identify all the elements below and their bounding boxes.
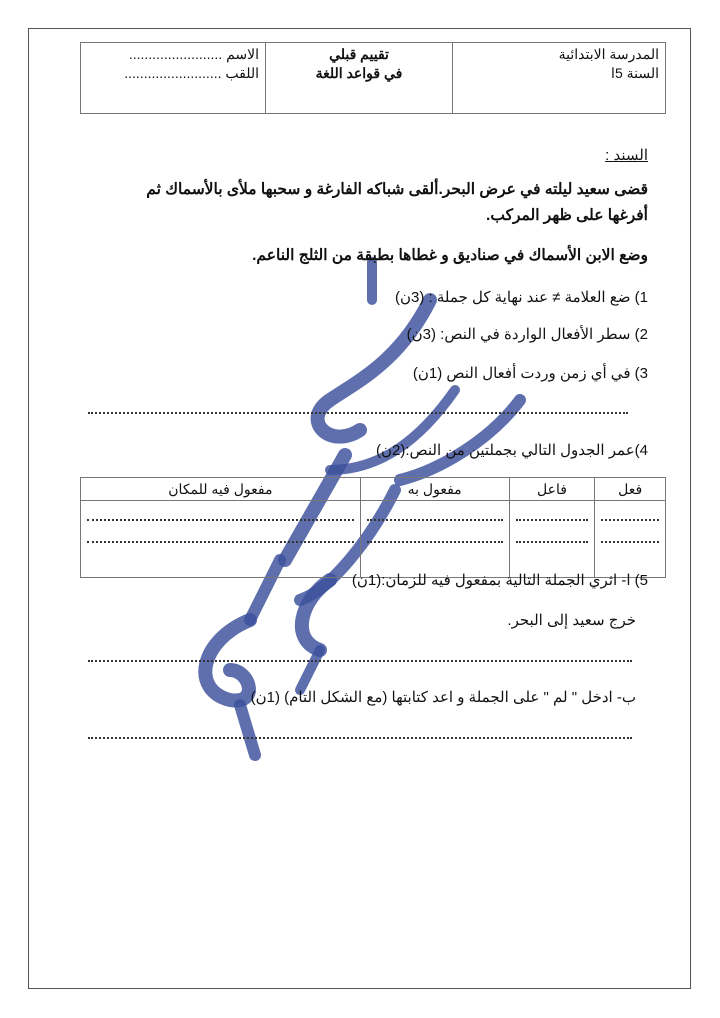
student-cell	[81, 43, 265, 113]
table-header-object: مفعول به	[360, 478, 509, 501]
school-cell	[452, 43, 665, 113]
question-2: 2) سطر الأفعال الواردة في النص: (3ن)	[406, 326, 648, 343]
question-1: 1) ضع العلامة ≠ عند نهاية كل جملة : (3ن)	[394, 289, 648, 306]
passage-line2: أفرغها على ظهر المركب.	[486, 207, 648, 224]
answer-line-5b[interactable]	[88, 737, 632, 739]
question-3: 3) في أي زمن وردت أفعال النص (1ن)	[412, 365, 648, 382]
surname-field[interactable]: اللقب .........................	[124, 65, 259, 81]
school-name: المدرسة الابتدائية	[558, 46, 659, 62]
answer-cell-place-adverb[interactable]	[81, 501, 361, 578]
table-header-verb: فعل	[595, 478, 666, 501]
question-5b: ب- ادخل " لم " على الجملة و اعد كتابتها (مع الشكل التام) (1ن)	[250, 689, 636, 706]
text-label: السند :	[605, 147, 648, 164]
answer-cell-verb[interactable]	[595, 501, 666, 578]
title-cell	[265, 43, 452, 113]
table-header-place-adverb: مفعول فيه للمكان	[81, 478, 361, 501]
grade: السنة 5ا	[611, 65, 659, 81]
question-4: 4)عمر الجدول التالي بجملتين من النص:(2ن)	[376, 442, 648, 459]
question-5a: 5) ا- اثري الجملة التالية بمفعول فيه للزمان:(1ن)	[351, 572, 648, 589]
answer-cell-object[interactable]	[360, 501, 509, 578]
answer-line-5a[interactable]	[88, 660, 632, 662]
question-5-sentence: خرج سعيد إلى البحر.	[507, 612, 636, 629]
answer-line-3[interactable]	[88, 412, 628, 414]
table-header-subject: فاعل	[509, 478, 595, 501]
header-table	[80, 42, 666, 114]
name-field[interactable]: الاسم ........................	[128, 46, 259, 62]
title-line2: في قواعد اللغة	[315, 65, 403, 81]
title-line1: تقييم قبلي	[329, 46, 389, 62]
passage-line1: قضى سعيد ليلته في عرض البحر.ألقى شباكه الفارغة و سحبها ملأى بالأسماك ثم	[146, 181, 648, 198]
answer-cell-subject[interactable]	[509, 501, 595, 578]
grammar-table	[80, 477, 666, 578]
passage-line3: وضع الابن الأسماك في صناديق و غطاها بطبقة من الثلج الناعم.	[252, 247, 648, 264]
